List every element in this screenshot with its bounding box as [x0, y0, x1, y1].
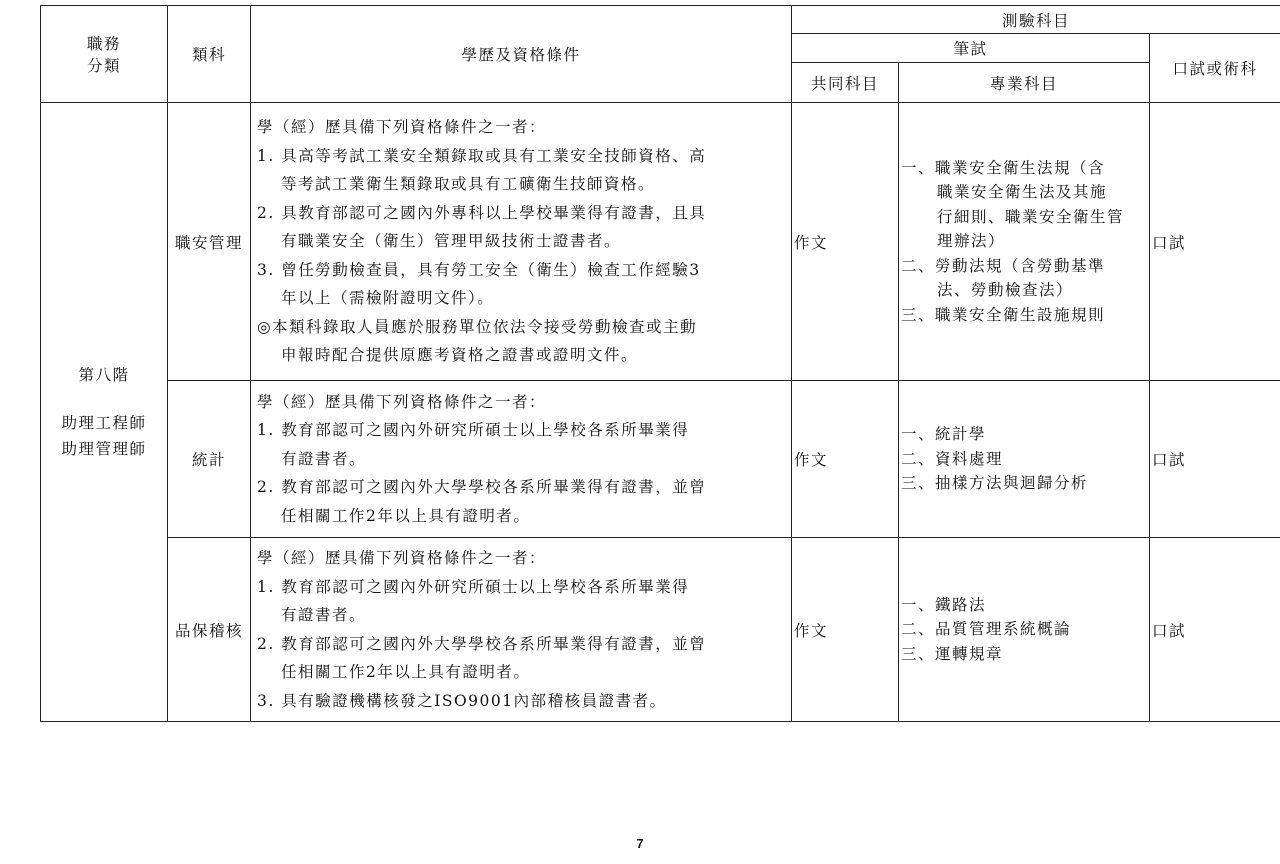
qual-line: 學（經）歷具備下列資格條件之一者： [257, 392, 547, 411]
subject-line: 理辦法） [937, 232, 1006, 251]
qualification-cell [251, 538, 792, 722]
level-grade: 第八階 [78, 366, 130, 384]
header-common: 共同科目 [792, 63, 899, 103]
subject-line: 二、資料處理 [901, 449, 1004, 468]
qualification-cell [251, 381, 792, 538]
common-subject-cell: 作文 [792, 381, 899, 538]
header-written: 筆試 [792, 34, 1150, 63]
subject-line: 三、運轉規章 [901, 644, 1004, 663]
qual-line: 有職業安全（衛生）管理甲級技術士證書者。 [281, 232, 622, 251]
subject-line: 二、勞動法規（含勞動基準 [901, 256, 1106, 275]
subject-line: 一、職業安全衛生法規（含 [901, 158, 1106, 177]
header-qualifications: 學歷及資格條件 [251, 6, 792, 103]
header-oral: 口試或術科 [1150, 34, 1280, 103]
category-cell: 品保稽核 [168, 538, 251, 722]
qual-line: 年以上（需檢附證明文件）。 [281, 289, 495, 308]
oral-test-cell: 口試 [1150, 381, 1280, 538]
header-professional: 專業科目 [899, 63, 1150, 103]
header-test-subjects: 測驗科目 [792, 6, 1280, 34]
subject-line: 三、職業安全衛生設施規則 [901, 305, 1106, 324]
professional-subject-cell [899, 103, 1150, 381]
qual-line: 任相關工作2年以上具有證明者。 [281, 506, 531, 525]
table-row [41, 381, 1280, 538]
table-row [41, 538, 1280, 722]
qual-line: 2. 具教育部認可之國內外專科以上學校畢業得有證書，且具 [257, 203, 707, 222]
qual-line: 2. 教育部認可之國內外大學學校各系所畢業得有證書，並曾 [257, 478, 707, 497]
common-subject-cell: 作文 [792, 103, 899, 381]
level-cell [41, 103, 168, 722]
qual-line: 1. 教育部認可之國內外研究所碩士以上學校各系所畢業得 [257, 421, 690, 440]
oral-test-cell: 口試 [1150, 103, 1280, 381]
subject-line: 一、鐵路法 [901, 595, 987, 614]
qual-line: 有證書者。 [281, 606, 367, 624]
qual-line: 學（經）歷具備下列資格條件之一者： [257, 118, 547, 137]
common-subject-cell: 作文 [792, 538, 899, 722]
subject-line: 二、品質管理系統概論 [901, 620, 1072, 639]
qual-line: ◎本類科錄取人員應於服務單位依法令接受勞動檢查或主動 [257, 317, 698, 336]
header-job-class [41, 6, 168, 103]
subject-line: 一、統計學 [901, 425, 987, 444]
qual-line: 有證書者。 [281, 449, 367, 468]
qual-line: 3. 具有驗證機構核發之ISO9001內部稽核員證書者。 [257, 691, 667, 710]
subject-line: 行細則、職業安全衛生管 [937, 207, 1125, 226]
level-title: 助理管理師 [61, 440, 147, 458]
qual-line: 等考試工業衛生類錄取或具有工礦衛生技師資格。 [281, 175, 656, 194]
subject-line: 三、抽樣方法與迴歸分析 [901, 474, 1089, 493]
qual-line: 申報時配合提供原應考資格之證書或證明文件。 [281, 346, 639, 365]
professional-subject-cell [899, 381, 1150, 538]
qual-line: 1. 教育部認可之國內外研究所碩士以上學校各系所畢業得 [257, 577, 690, 596]
table-row [41, 103, 1280, 381]
qual-line: 3. 曾任勞動檢查員，具有勞工安全（衛生）檢查工作經驗3 [257, 260, 701, 279]
header-job-class-line: 職務 [86, 35, 121, 53]
professional-subject-cell [899, 538, 1150, 722]
category-cell: 職安管理 [168, 103, 251, 381]
subject-line: 職業安全衛生法及其施 [937, 183, 1108, 202]
page-number: 7 [636, 836, 644, 851]
qual-line: 1. 具高等考試工業安全類錄取或具有工業安全技師資格、高 [257, 146, 707, 165]
level-title: 助理工程師 [61, 414, 147, 432]
subject-line: 法、勞動檢查法） [937, 281, 1074, 300]
header-category: 類科 [168, 6, 251, 103]
qual-line: 任相關工作2年以上具有證明者。 [281, 663, 531, 681]
exam-requirements-table [40, 5, 1280, 722]
qual-line: 2. 教育部認可之國內外大學學校各系所畢業得有證書，並曾 [257, 634, 707, 653]
qual-line: 學（經）歷具備下列資格條件之一者： [257, 549, 547, 567]
qualification-cell [251, 103, 792, 381]
header-job-class-line: 分類 [86, 57, 121, 75]
oral-test-cell: 口試 [1150, 538, 1280, 722]
category-cell: 統計 [168, 381, 251, 538]
